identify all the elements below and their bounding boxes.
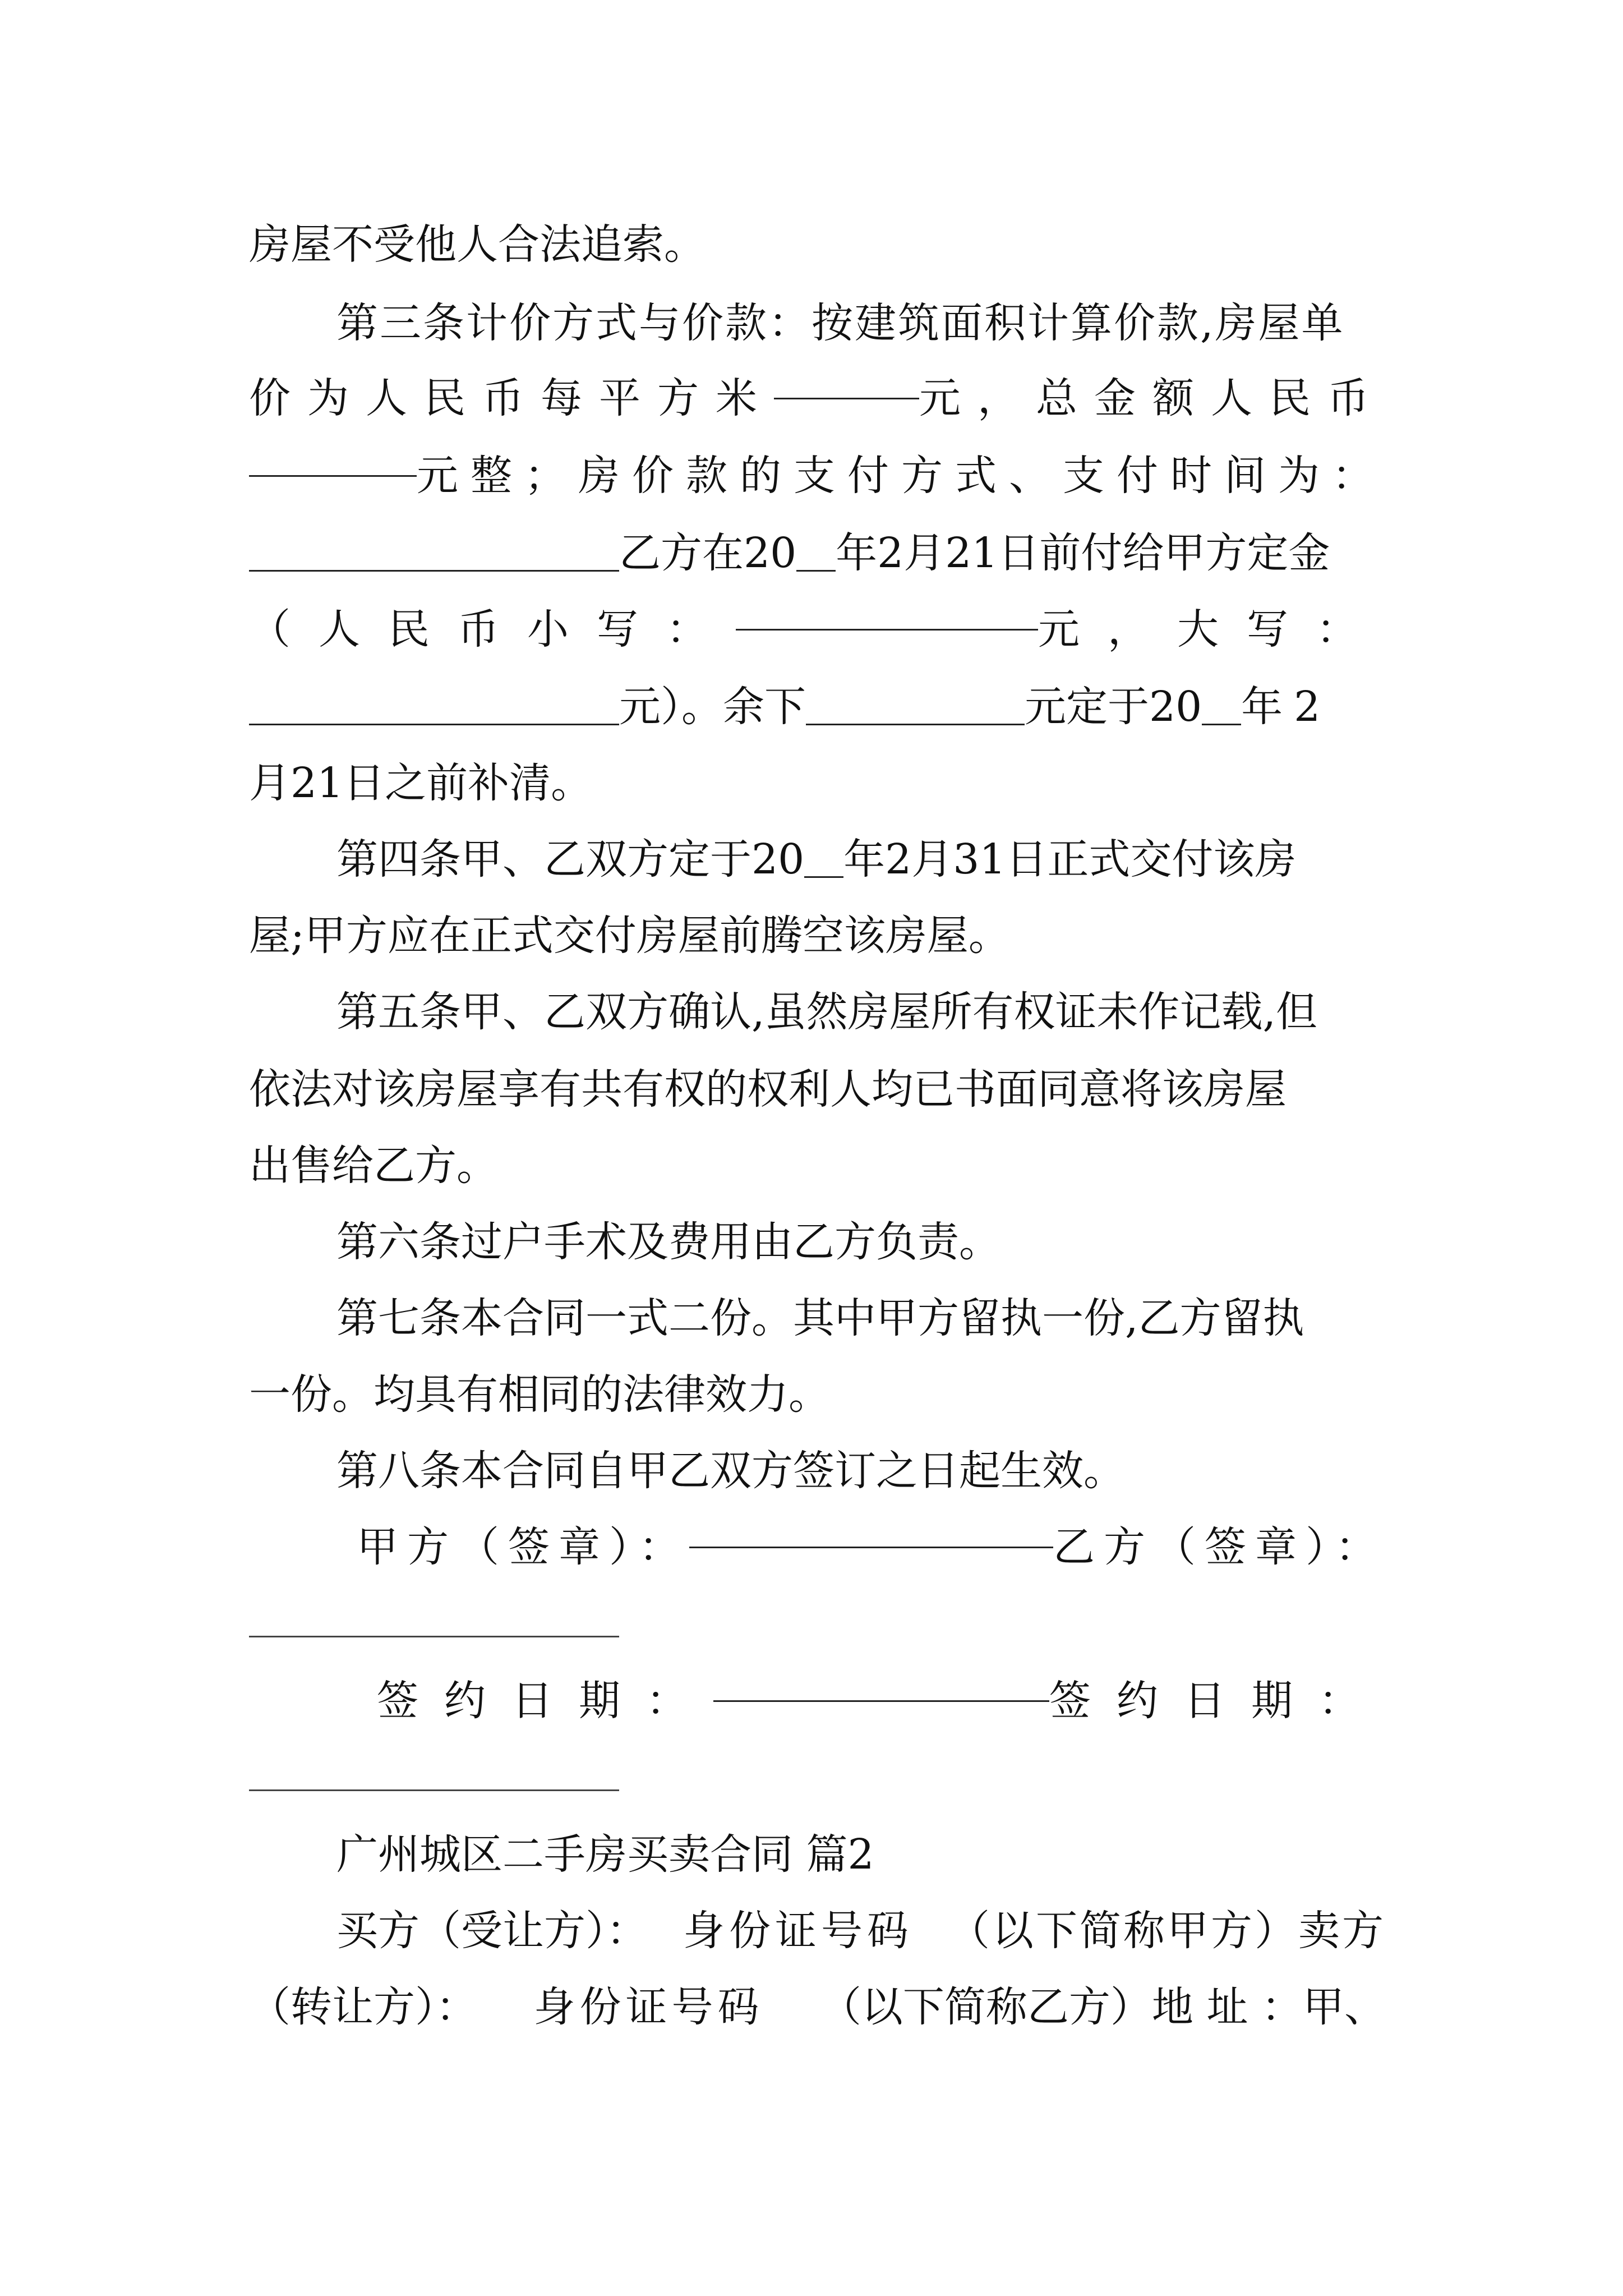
remaining-due-label: 元定于20 — [1025, 683, 1202, 731]
price-per-sqm-blank[interactable] — [774, 398, 919, 399]
text-line — [249, 1355, 1386, 1434]
remaining-due-month: 年2 — [1241, 683, 1332, 731]
buyer-id-label: 身份证号码 — [683, 1907, 913, 1955]
text-line — [249, 1968, 1386, 2046]
seller-intro: （以下简称甲方）卖方 — [948, 1907, 1386, 1955]
text-line — [249, 359, 1386, 438]
clause-7-text: 第七条本合同一式二份。其中甲方留执一份,乙方留执 — [336, 1294, 1304, 1342]
deposit-text-b: 年2月21日前付给甲方定金 — [836, 529, 1330, 577]
clause-7-end: 一份。均具有相同的法律效力。 — [249, 1370, 830, 1419]
clause-5-end: 出售给乙方。 — [249, 1142, 498, 1190]
text-line — [249, 1050, 1386, 1129]
clause-5-middle: 依法对该房屋享有共有权的权利人均已书面同意将该房屋 — [249, 1065, 1287, 1114]
clause-3-end: 月21日之前补清。 — [249, 759, 593, 807]
text-line — [336, 1892, 1386, 1970]
text-line — [249, 205, 1386, 284]
rmb-uppercase-blank[interactable] — [249, 724, 619, 725]
party-b-signature-blank[interactable] — [249, 1636, 619, 1637]
payment-method-blank[interactable] — [249, 570, 619, 572]
clause-8 — [336, 1432, 1386, 1510]
clause-5-text: 第五条甲、乙双方确认,虽然房屋所有权证未作记载,但 — [336, 988, 1318, 1036]
clause-4-start — [336, 820, 1386, 899]
text-line — [249, 436, 1386, 515]
total-amount-label: 元，总金额人民币 — [919, 374, 1386, 422]
year-blank[interactable] — [796, 570, 836, 572]
text-line — [249, 744, 1386, 822]
text-line — [249, 514, 1386, 592]
price-per-sqm-label: 价为人民币每平方米 — [249, 374, 774, 422]
party-b-signature-label: 乙方（签章）： — [1053, 1523, 1386, 1571]
party-b-sign-date-blank[interactable] — [249, 1789, 619, 1791]
text-line — [249, 1126, 1386, 1205]
text-line — [249, 590, 1386, 669]
section-heading — [336, 1815, 1386, 1894]
total-amount-blank[interactable] — [249, 475, 417, 477]
remaining-amount-blank[interactable] — [806, 724, 1025, 725]
rmb-uppercase-label: 元，大写： — [1038, 605, 1386, 654]
year-blank[interactable] — [804, 876, 843, 878]
clause-5-start — [336, 973, 1386, 1051]
year-blank[interactable] — [1202, 724, 1241, 725]
remaining-label: 元）。余下 — [619, 683, 806, 731]
seller-label: （转让方）： — [249, 1983, 477, 2031]
contract-title: 广州城区二手房买卖合同 篇2 — [336, 1830, 874, 1879]
clause-7-start — [336, 1279, 1386, 1358]
clause-8-text: 第八条本合同自甲乙双方签订之日起生效。 — [336, 1447, 1125, 1495]
clause-4-text-b: 年2月31日正式交付该房 — [843, 835, 1297, 884]
rmb-lowercase-blank[interactable] — [736, 629, 1038, 631]
rmb-lowercase-label: （人民币小写： — [249, 605, 736, 654]
buyer-label: 买方（受让方）： — [336, 1907, 648, 1955]
party-a-sign-date-label: 签约日期： — [377, 1677, 713, 1725]
clause-3-start — [336, 284, 1386, 362]
clause-continuation: 房屋不受他人合法追索。 — [249, 220, 706, 269]
text-line — [249, 668, 1386, 746]
text-line — [249, 896, 1386, 975]
signature-row — [357, 1508, 1386, 1586]
clause-4-end: 屋;甲方应在正式交付房屋前腾空该房屋。 — [249, 912, 1010, 960]
party-a-signature-blank[interactable] — [689, 1547, 1053, 1548]
deposit-text-a: 乙方在20 — [619, 529, 797, 577]
clause-4-text-a: 第四条甲、乙双方定于20 — [336, 835, 805, 884]
party-a-signature-label: 甲方（签章）： — [357, 1523, 689, 1571]
party-b-sign-date-label: 签约日期： — [1049, 1677, 1386, 1725]
party-a-sign-date-blank[interactable] — [713, 1700, 1049, 1702]
clause-3-text: 第三条计价方式与价款：按建筑面积计算价款,房屋单 — [336, 299, 1345, 347]
sign-date-row — [377, 1662, 1386, 1740]
payment-method-label: 元整；房价款的支付方式、支付时间为： — [417, 452, 1386, 500]
address-label: （以下简称乙方）地 址 ：甲、 — [819, 1983, 1386, 2031]
seller-id-label: 身份证号码 — [533, 1983, 764, 2031]
clause-6-text: 第六条过户手术及费用由乙方负责。 — [336, 1218, 1000, 1266]
clause-6 — [336, 1203, 1386, 1281]
